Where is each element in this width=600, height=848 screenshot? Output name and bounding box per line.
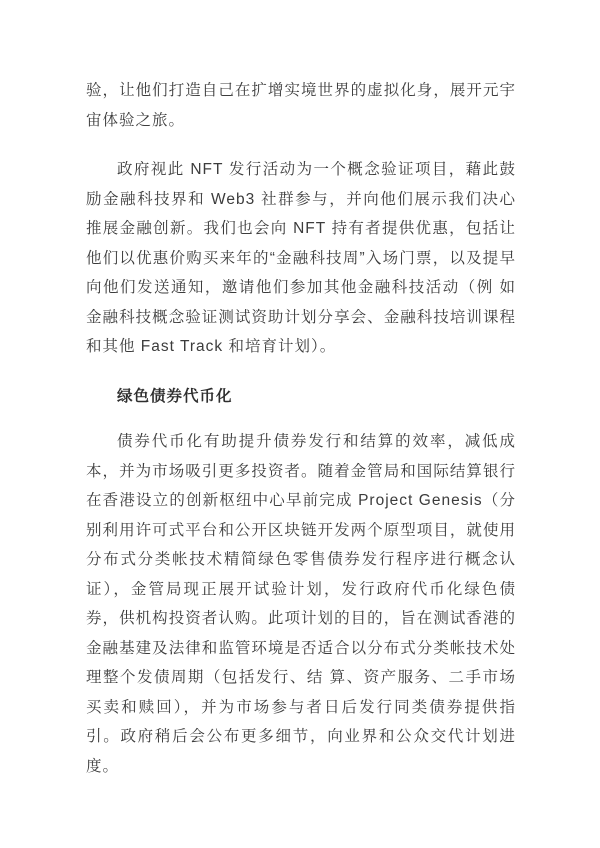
paragraph-nft-proof-of-concept: 政府视此 NFT 发行活动为一个概念验证项目，藉此鼓励金融科技界和 Web3 社群参与，并向他们展示我们决心推展金融创新。我们也会向 NFT 持有者提供优惠，包括让他们以优惠价购买来年的“金融科技周”入场门票，以及提早向他们发送通知，邀请他们参加其他金融科技活动（例 如金融科技概念验证测试资助计划分享会、金融科技培训课程和其他 Fast Track 和培育计划）。 [86, 161, 516, 355]
paragraph-green-bond-tokenization: 债券代币化有助提升债券发行和结算的效率，减低成本，并为市场吸引更多投资者。随着金管局和国际结算银行在香港设立的创新枢纽中心早前完成 Project Genesis（分别利用许可式平台和公开区块链开发两个原型项目，就使用分布式分类帐技术精简绿色零售债券发行程序进行概念认证），金管局现正展开试验计划，发行政府代币化绿色债券，供机构投资者认购。此项计划的目的，旨在测试香港的金融基建及法律和监管环境是否适合以分布式分类帐技术处理整个发债周期（包括发行、结 算、资产服务、二手市场买卖和赎回），并为市场参与者日后发行同类债券提供指引。政府稍后会公布更多细节，向业界和公众交代计划进度。 [86, 433, 516, 775]
paragraph-metaverse-continuation: 验，让他们打造自己在扩增实境世界的虚拟化身，展开元宇宙体验之旅。 [86, 82, 516, 129]
section-heading-green-bond-tokenization: 绿色债券代币化 [117, 387, 233, 405]
